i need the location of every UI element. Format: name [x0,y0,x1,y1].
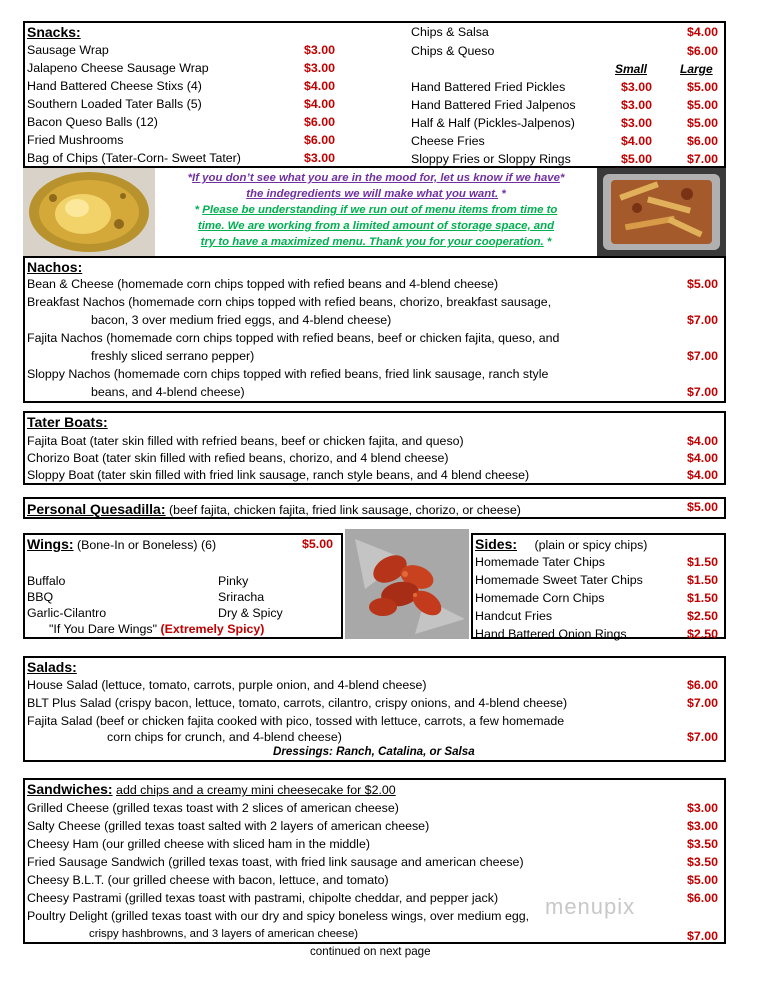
salad-item-price: $7.00 [686,696,718,710]
notice-line-1: If you don’t see what you are in the mood for, let us know if we have [192,172,560,184]
quesadilla-price: $5.00 [686,500,718,514]
snack-item-name: Fried Mushrooms [27,133,124,147]
nachos-section [23,256,726,403]
nachos-title: Nachos: [27,259,83,275]
nacho-item-name: Sloppy Nachos (homemade corn chips topped with refied beans, fried link sausage, ranch style [27,367,549,381]
wing-flavor: Garlic-Cilantro [27,606,107,620]
size-large-label: Large [680,62,713,76]
snack-item-price: $6.00 [304,133,336,147]
salad-item-price: $7.00 [686,730,718,744]
sides-header [475,536,647,553]
wings-title: Wings: [27,536,74,552]
wing-flavor: Dry & Spicy [218,606,283,620]
snack-item-small-price: $3.00 [621,80,653,94]
sandwiches-section [23,778,726,944]
snack-item-name: Hand Battered Fried Jalpenos [411,98,576,112]
nacho-item-price: $7.00 [686,385,718,399]
salad-item-name: BLT Plus Salad (crispy bacon, lettuce, tomato, carrots, cilantro, crispy onions, and 4-blend cheese) [27,696,568,710]
nacho-item-detail: beans, and 4-blend cheese) [91,385,245,399]
snack-item-name: Southern Loaded Tater Balls (5) [27,97,202,111]
sandwiches-header [27,781,396,798]
side-item-name: Handcut Fries [475,609,553,623]
snack-item-name: Chips & Salsa [411,25,489,39]
notice-line-5: try to have a maximized menu. Thank you for your cooperation. [200,236,544,248]
snack-item-small-price: $4.00 [621,134,653,148]
sandwich-item-price: $3.00 [686,801,718,815]
side-item-price: $1.50 [686,573,718,587]
snack-item-price: $4.00 [304,79,336,93]
nacho-item-name: Fajita Nachos (homemade corn chips topped with refied beans, beef or chicken fajita, queso, and [27,331,560,345]
sandwich-item-name: Poultry Delight (grilled texas toast with our dry and spicy boneless wings, over medium egg, [27,909,530,923]
snack-item-small-price: $3.00 [621,98,653,112]
wings-dare-note: (Extremely Spicy) [160,622,265,636]
sandwich-item-name: Salty Cheese (grilled texas toast salted with 2 layers of american cheese) [27,819,430,833]
salads-section [23,656,726,762]
snack-item-name: Sausage Wrap [27,43,109,57]
sandwich-item-price: $5.00 [686,873,718,887]
wings-photo [345,529,469,639]
snack-item-name: Half & Half (Pickles-Jalpenos) [411,116,575,130]
snack-item-name: Hand Battered Fried Pickles [411,80,566,94]
quesadilla-line [27,501,521,518]
sandwiches-subtitle: add chips and a creamy mini cheesecake for $2.00 [116,783,396,797]
tater-boat-name: Sloppy Boat (tater skin filled with fried link sausage, ranch style beans, and 4 blend cheese) [27,468,530,482]
nacho-item-detail: freshly sliced serrano pepper) [91,349,255,363]
size-small-label: Small [615,62,648,76]
tater-boats-section [23,411,726,485]
tater-boat-price: $4.00 [686,468,718,482]
snack-item-name: Cheese Fries [411,134,485,148]
sandwich-item-name: Grilled Cheese (grilled texas toast with 2 slices of american cheese) [27,801,399,815]
snack-item-price: $6.00 [686,44,718,58]
snack-item-name: Sloppy Fries or Sloppy Rings [411,152,571,166]
side-item-name: Homemade Tater Chips [475,555,605,569]
side-item-price: $2.50 [686,609,718,623]
wings-header [27,536,216,553]
snack-item-price: $4.00 [686,25,718,39]
notice-line-2: the indegredients we will make what you want. [246,188,499,200]
nacho-item-price: $5.00 [686,277,718,291]
nacho-item-detail: bacon, 3 over medium fried eggs, and 4-blend cheese) [91,313,392,327]
quesadilla-title: Personal Quesadilla: [27,501,166,517]
sides-section [471,533,726,639]
snack-item-large-price: $7.00 [686,152,718,166]
snack-item-large-price: $5.00 [686,116,718,130]
sandwich-item-price: $3.00 [686,819,718,833]
sides-subtitle: (plain or spicy chips) [534,538,648,552]
sandwiches-title: Sandwiches: [27,781,113,797]
side-item-name: Homemade Sweet Tater Chips [475,573,643,587]
wings-section [23,533,343,639]
side-item-name: Homemade Corn Chips [475,591,605,605]
notice-line-4: time. We are working from a limited amount of storage space, and [197,220,555,232]
snack-item-price: $4.00 [304,97,336,111]
snack-item-price: $6.00 [304,115,336,129]
wing-flavor: Buffalo [27,574,66,588]
snack-item-name: Jalapeno Cheese Sausage Wrap [27,61,209,75]
tater-boat-name: Fajita Boat (tater skin filled with refried beans, beef or chicken fajita, and queso) [27,434,464,448]
wings-subtitle: (Bone-In or Boneless) (6) [77,538,217,552]
snack-item-name: Chips & Queso [411,44,495,58]
snack-item-name: Bag of Chips (Tater-Corn- Sweet Tater) [27,151,241,165]
notice-message: *If you don’t see what you are in the mood for, let us know if we have* the indegredients we will make what you want. * * Please be understanding if we run out of menu items from time to time. We are working from a limited amount of storage space, and try to have a maximized menu. Thank you for your cooperation. * [187,172,565,248]
salad-item-name: Fajita Salad (beef or chicken fajita cooked with pico, tossed with lettuce, carrots, a few homemade [27,714,565,728]
sloppy-fries-photo [597,168,726,256]
snack-item-price: $3.00 [304,61,336,75]
tater-boat-name: Chorizo Boat (tater skin filled with refied beans, chorizo, and 4 blend cheese) [27,451,449,465]
snack-item-large-price: $6.00 [686,134,718,148]
watermark: menupix [545,894,636,919]
wing-flavor: BBQ [27,590,54,604]
snack-item-price: $3.00 [304,43,336,57]
salads-title: Salads: [27,659,77,675]
salad-item-detail: corn chips for crunch, and 4-blend cheese) [107,730,342,744]
quesadilla-desc: (beef fajita, chicken fajita, fried link sausage, chorizo, or cheese) [168,503,521,517]
wings-dare-line [49,621,264,637]
sandwich-item-name: Cheesy Pastrami (grilled texas toast with pastrami, chipolte cheddar, and pepper jack) [27,891,499,905]
salad-item-name: House Salad (lettuce, tomato, carrots, purple onion, and 4-blend cheese) [27,678,427,692]
snack-item-price: $3.00 [304,151,336,165]
sandwich-item-price: $6.00 [686,891,718,905]
nacho-item-price: $7.00 [686,349,718,363]
side-item-price: $1.50 [686,591,718,605]
nacho-item-name: Breakfast Nachos (homemade corn chips topped with refied beans, chorizo, breakfast sausage, [27,295,552,309]
snack-item-name: Bacon Queso Balls (12) [27,115,158,129]
notice-line-3: Please be understanding if we run out of menu items from time to [202,204,558,216]
side-item-name: Hand Battered Onion Rings [475,627,627,641]
wings-dare: "If You Dare Wings" [49,622,157,636]
snack-item-small-price: $5.00 [621,152,653,166]
sandwich-item-name: Cheesy Ham (our grilled cheese with sliced ham in the middle) [27,837,370,851]
tater-boat-price: $4.00 [686,451,718,465]
sides-title: Sides: [475,536,518,552]
tater-boats-title: Tater Boats: [27,414,108,430]
sandwich-item-price: $3.50 [686,855,718,869]
snack-item-name: Hand Battered Cheese Stixs (4) [27,79,202,93]
snack-item-small-price: $3.00 [621,116,653,130]
sandwich-item-name: Cheesy B.L.T. (our grilled cheese with bacon, lettuce, and tomato) [27,873,389,887]
sandwich-item-price: $3.50 [686,837,718,851]
wings-price: $5.00 [302,537,334,551]
snacks-section [23,21,726,168]
side-item-price: $2.50 [686,627,718,641]
footer-note: continued on next page [310,945,431,958]
sandwich-item-name: Fried Sausage Sandwich (grilled texas toast, with fried link sausage and american cheese) [27,855,524,869]
nacho-item-price: $7.00 [686,313,718,327]
salads-dressings: Dressings: Ranch, Catalina, or Salsa [273,745,475,758]
nacho-item-name: Bean & Cheese (homemade corn chips topped with refied beans and 4-blend cheese) [27,277,499,291]
sandwich-item-detail: crispy hashbrowns, and 3 layers of american cheese) [89,928,359,940]
cheese-stick-photo [23,168,155,256]
tater-boat-price: $4.00 [686,434,718,448]
snack-item-large-price: $5.00 [686,98,718,112]
salad-item-price: $6.00 [686,678,718,692]
sandwich-item-price: $7.00 [686,929,718,943]
wing-flavor: Pinky [218,574,249,588]
snack-item-large-price: $5.00 [686,80,718,94]
snacks-title: Snacks: [27,24,81,40]
wing-flavor: Sriracha [218,590,265,604]
quesadilla-section [23,497,726,519]
side-item-price: $1.50 [686,555,718,569]
